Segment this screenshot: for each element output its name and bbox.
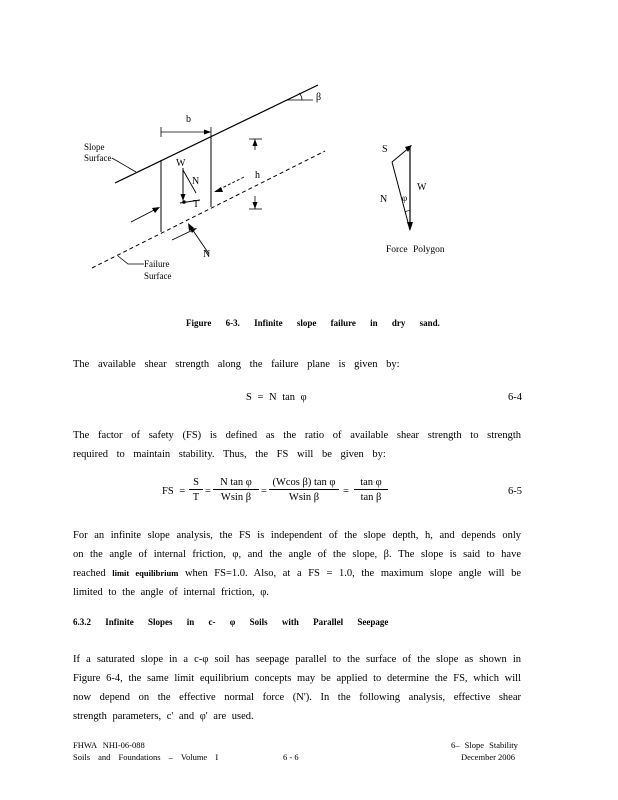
right-side-force-arrow: [214, 187, 223, 192]
eq-fs-lhs: FS =: [162, 486, 186, 497]
figure-caption: Figure 6-3. Infinite slope failure in dry sand.: [186, 318, 440, 328]
failure-surface-label-2: Surface: [144, 271, 172, 281]
b-label: b: [186, 114, 191, 125]
eq-f1-num: S: [189, 477, 203, 490]
eq-equal-a: =: [205, 486, 211, 497]
slope-surface-label-2: Surface: [84, 153, 112, 163]
eq-fraction-wcos: [269, 477, 339, 503]
p3-limit-equilibrium: limit equilibrium: [112, 568, 179, 578]
p3-text-b: when FS=1.0. Also, at a FS = 1.0, the maximum slope angle will be limited to the angle of internal friction, φ.: [73, 568, 521, 598]
eq-equal-b: =: [261, 486, 267, 497]
b-dim-arrow-right: [204, 130, 211, 135]
section-heading-6-3-2: 6.3.2 Infinite Slopes in c- φ Soils with Parallel Seepage: [73, 617, 389, 627]
slope-surface-leader: [112, 158, 136, 172]
equation-6-4: S = N tan φ: [246, 392, 307, 403]
eq-f2-den: Wsin β: [220, 492, 252, 503]
beta-label: β: [316, 92, 322, 103]
footer-page-number: 6 - 6: [283, 752, 299, 762]
p3-text-a: For an infinite slope analysis, the FS is independent of the slope depth, h, and depends only on the angle of internal friction, φ, and the angle of the slope, β. The slope is said to have reached: [73, 530, 521, 579]
infinite-slope-figure: [0, 0, 618, 300]
failure-surface-leader: [118, 256, 144, 264]
slope-surface-label-1: Slope: [84, 142, 105, 152]
h-dim-arrow-bottom: [253, 202, 258, 209]
eq-fraction-tan-ratio: [354, 477, 388, 503]
footer-left-1: FHWA NHI-06-088: [73, 740, 145, 750]
footer-right-2: December 2006: [461, 752, 516, 762]
eq-f3-num: (Wcos β) tan φ: [269, 477, 339, 490]
h-dim-arrow-top: [253, 139, 258, 146]
eq-f2-num: N tan φ: [213, 477, 259, 490]
n-label: N: [192, 176, 200, 187]
footer-left-2: Soils and Foundations – Volume I: [73, 752, 219, 762]
polygon-phi-arc: [405, 211, 410, 212]
eq-f1-den: T: [192, 492, 200, 503]
eq-fraction-s-over-t: [189, 477, 203, 503]
paragraph-factor-of-safety: The factor of safety (FS) is defined as the ratio of available shear strength to strength required to maintain stability. Thus, the FS will be given by:: [73, 430, 521, 460]
paragraph-infinite-slope: [73, 526, 521, 602]
polygon-n-label: N: [380, 194, 388, 205]
eq-f4-den: tan β: [360, 492, 382, 503]
force-polygon-label: Force Polygon: [386, 245, 445, 255]
polygon-n-side: [392, 162, 410, 230]
t-label: T: [193, 199, 200, 210]
t-point: [182, 200, 186, 204]
h-label: h: [255, 170, 260, 181]
polygon-phi-label: φ: [402, 193, 408, 203]
polygon-s-label: S: [382, 144, 388, 155]
paragraph-shear-strength: The available shear strength along the failure plane is given by:: [73, 359, 400, 370]
eq-f4-num: tan φ: [354, 477, 388, 490]
eq-fraction-n-tan: [213, 477, 259, 503]
equation-6-5-number: 6-5: [508, 486, 522, 497]
n-bottom-label: N: [203, 249, 211, 260]
eq-f3-den: Wsin β: [288, 492, 320, 503]
polygon-s-arrow: [405, 145, 412, 152]
w-label: W: [176, 158, 186, 169]
paragraph-seepage: If a saturated slope in a c-φ soil has seepage parallel to the surface of the slope as shown in Figure 6-4, the same limit equilibrium concepts may be applied to determine the FS, which will now depend on the effective normal force (N'). In the following analysis, effective shear strength parameters, c' and φ' are used.: [73, 654, 521, 722]
polygon-w-label: W: [417, 182, 427, 193]
footer-right-1: 6– Slope Stability: [451, 740, 518, 750]
w-vector-arrow: [181, 194, 186, 201]
failure-surface-label-1: Failure: [144, 259, 170, 269]
equation-6-4-number: 6-4: [508, 392, 522, 403]
eq-equal-c: =: [343, 486, 349, 497]
